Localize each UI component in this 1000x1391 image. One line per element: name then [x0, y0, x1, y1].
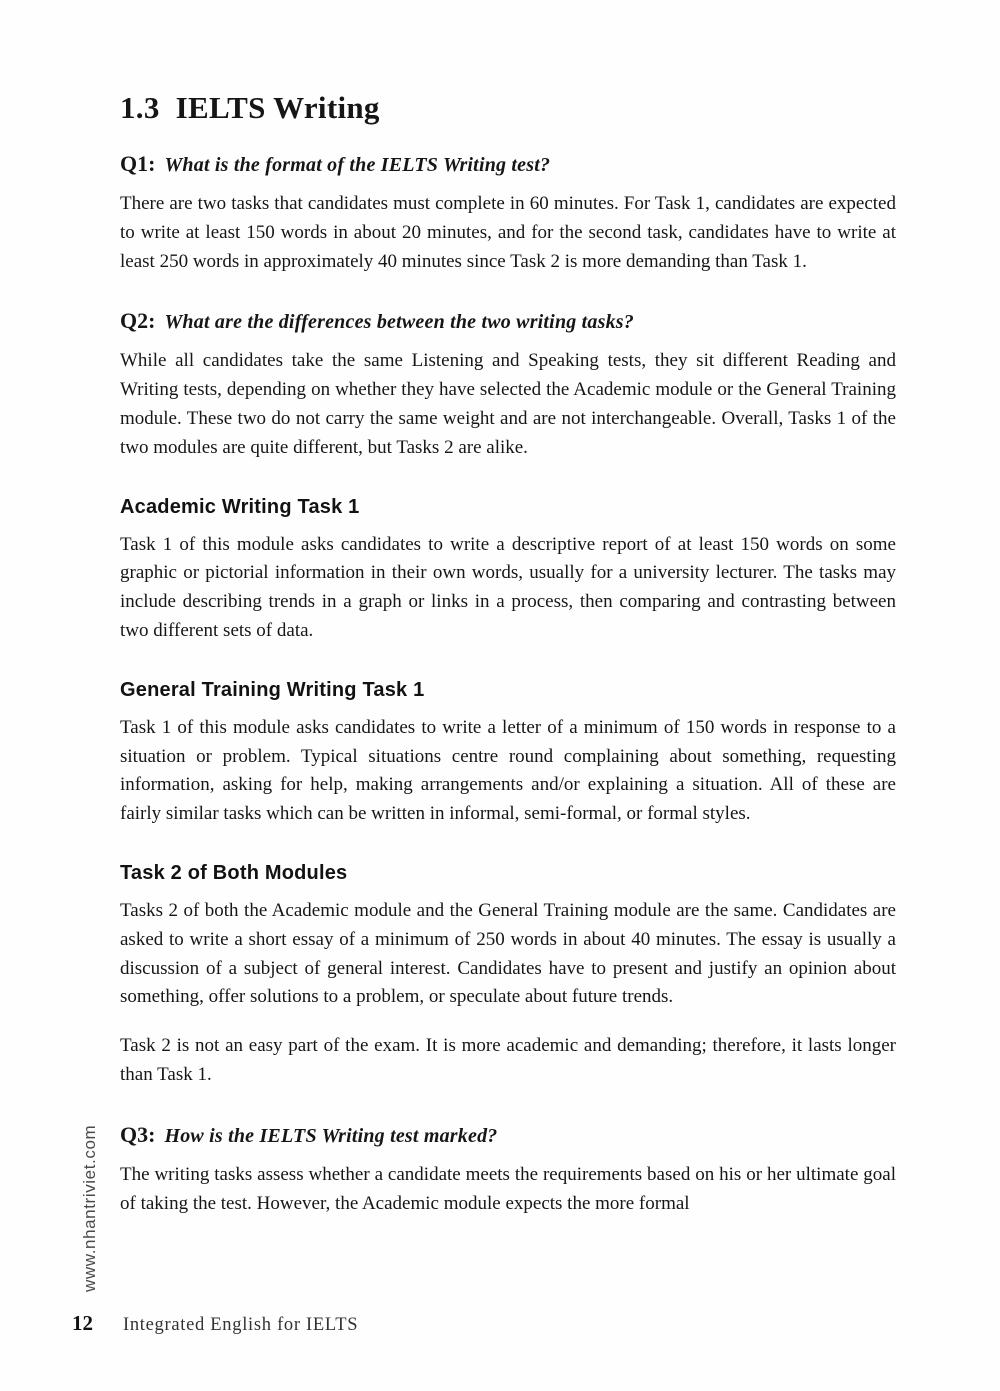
paragraph-q2-answer: While all candidates take the same Listening and Speaking tests, they sit different Reading and Writing tests, depending on whether they have selected the Academic module or the General Training module. These two do not carry the same weight and are not interchangeable. Overall, Tasks 1 of the two modules are quite different, but Tasks 2 are alike.: [120, 350, 896, 458]
question-q1: [120, 150, 896, 179]
footer: [72, 1311, 358, 1336]
question-q3-label: Q3:: [120, 1121, 156, 1147]
page-content: [120, 90, 896, 1218]
question-q3-text: How is the IELTS Writing test marked?: [164, 1124, 498, 1147]
paragraph-task-2-both-modules: Tasks 2 of both the Academic module and the General Training module are the same. Candidates are asked to write a short essay of a minimum of 250 words in about 40 minutes. The essay is usually a discussion of a subject of general interest. Candidates have to present and justify an opinion about something, offer solutions to a problem, or speculate about future trends.: [120, 899, 896, 1008]
question-q2: [120, 307, 896, 336]
question-q3: [120, 1121, 896, 1150]
page-number: 12: [72, 1311, 93, 1335]
section-number: 1.3: [120, 90, 160, 125]
book-title: Integrated English for IELTS: [123, 1315, 359, 1335]
question-q2-label: Q2:: [120, 308, 156, 334]
paragraph-general-training-task-1: Task 1 of this module asks candidates to write a letter of a minimum of 150 words in response to a situation or problem. Typical situations centre round complaining about something, requesting information, asking for help, making arrangements and/or explaining a situation. All of these are fairly similar tasks which can be written in informal, semi-formal, or formal styles.: [120, 716, 896, 825]
subheading-task-2-of-both-modules: Task 2 of Both Modules: [120, 861, 348, 884]
paragraph-academic-task-1: Task 1 of this module asks candidates to write a descriptive report of at least 150 words on some graphic or pictorial information in their own words, usually for a university lecturer. The tasks may include describing trends in a graph or links in a process, then comparing and contrasting between two different sets of data.: [120, 533, 896, 641]
subheading-general-training-writing-task-1: General Training Writing Task 1: [120, 678, 425, 701]
question-q1-text: What is the format of the IELTS Writing test?: [164, 154, 551, 176]
section-title: [120, 90, 896, 126]
paragraph-q3-answer: The writing tasks assess whether a candidate meets the requirements based on his or her ultimate goal of taking the test. However, the Academic module expects the more formal: [120, 1163, 896, 1214]
watermark-url: www.nhantriviet.com: [80, 1124, 99, 1292]
paragraph-task-2-difficulty: Task 2 is not an easy part of the exam. It is more academic and demanding; therefore, it lasts longer than Task 1.: [120, 1035, 896, 1085]
subheading-academic-writing-task-1: Academic Writing Task 1: [120, 495, 360, 518]
section-title-text: IELTS Writing: [175, 90, 380, 125]
paragraph-q1-answer: There are two tasks that candidates must complete in 60 minutes. For Task 1, candidates are expected to write at least 150 words in about 20 minutes, and for the second task, candidates have to write at least 250 words in approximately 40 minutes since Task 2 is more demanding than Task 1.: [120, 193, 896, 272]
question-q2-text: What are the differences between the two writing tasks?: [164, 311, 634, 334]
question-q1-label: Q1:: [120, 151, 156, 176]
